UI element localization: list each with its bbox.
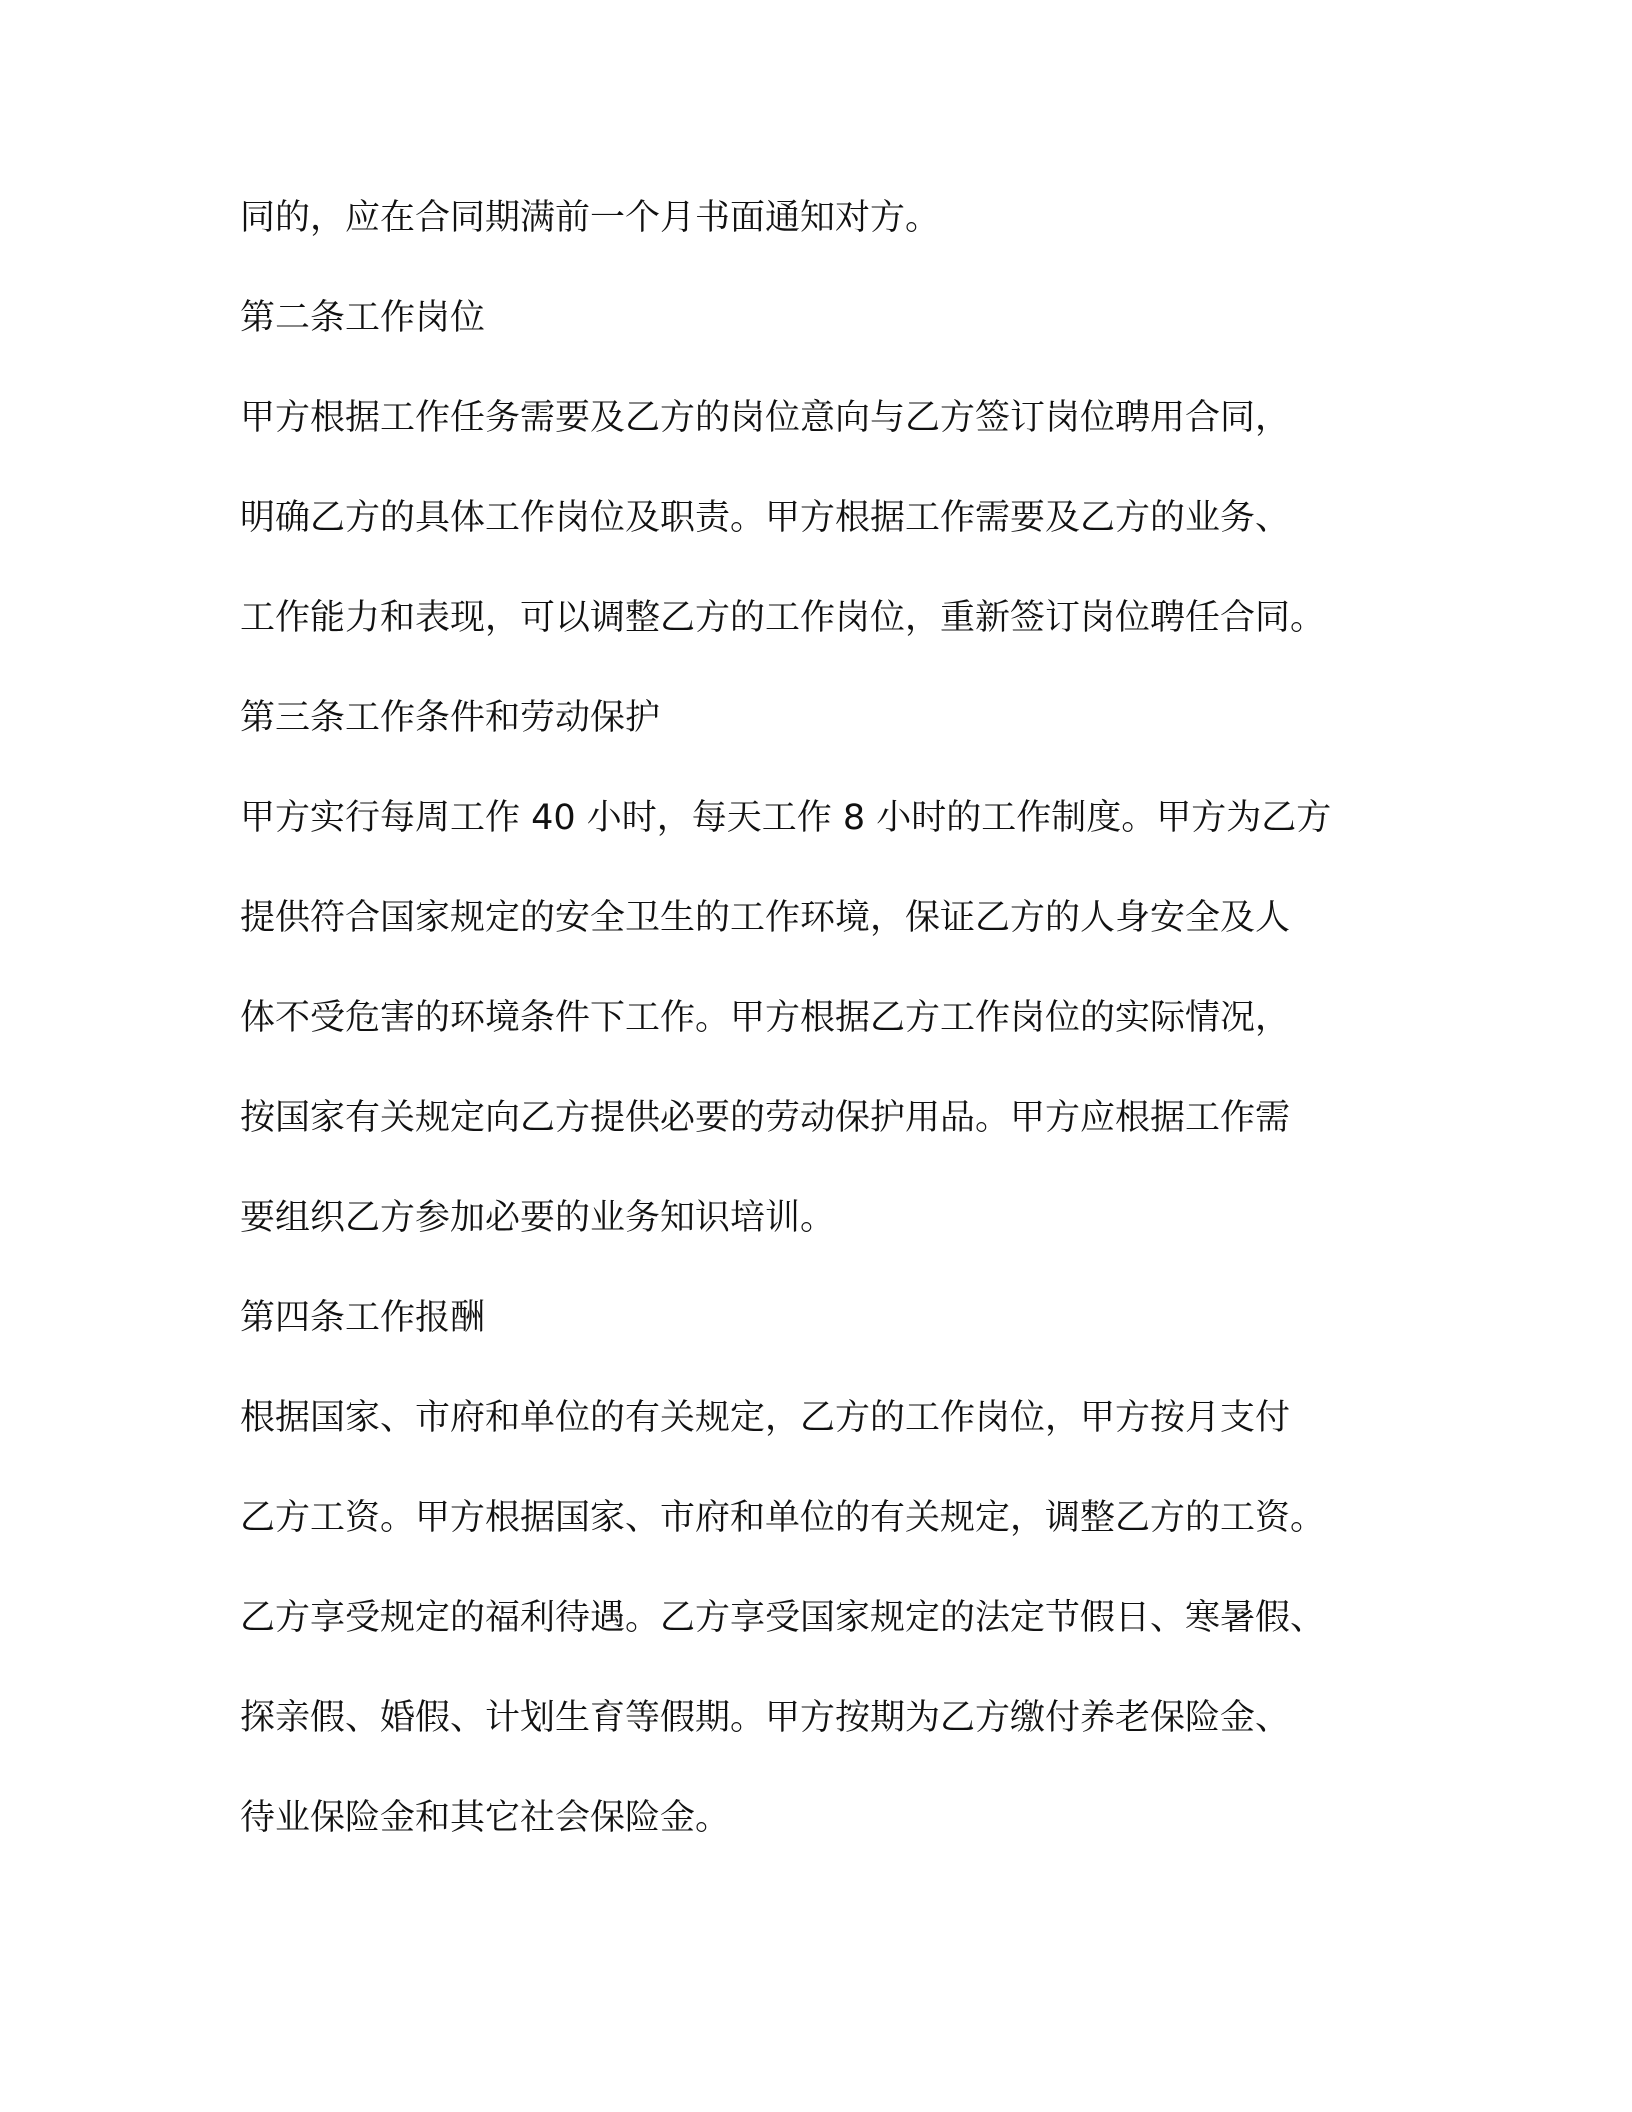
section-heading-article-4: 第四条工作报酬 <box>240 1298 486 1338</box>
text-line: 按国家有关规定向乙方提供必要的劳动保护用品。甲方应根据工作需 <box>240 1098 1291 1138</box>
text-line: 乙方工资。甲方根据国家、市府和单位的有关规定，调整乙方的工资。 <box>240 1498 1326 1538</box>
text-line: 要组织乙方参加必要的业务知识培训。 <box>240 1198 836 1238</box>
text-line: 根据国家、市府和单位的有关规定，乙方的工作岗位，甲方按月支付 <box>240 1398 1291 1438</box>
section-heading-article-2: 第二条工作岗位 <box>240 298 486 338</box>
text-line: 探亲假、婚假、计划生育等假期。甲方按期为乙方缴付养老保险金、 <box>240 1698 1291 1738</box>
text-line: 甲方根据工作任务需要及乙方的岗位意向与乙方签订岗位聘用合同， <box>240 398 1291 438</box>
text-line: 明确乙方的具体工作岗位及职责。甲方根据工作需要及乙方的业务、 <box>240 498 1291 538</box>
text-line: 体不受危害的环境条件下工作。甲方根据乙方工作岗位的实际情况， <box>240 998 1291 1038</box>
text-line: 提供符合国家规定的安全卫生的工作环境，保证乙方的人身安全及人 <box>240 898 1291 938</box>
text-line: 乙方享受规定的福利待遇。乙方享受国家规定的法定节假日、寒暑假、 <box>240 1598 1326 1638</box>
text-line: 工作能力和表现，可以调整乙方的工作岗位，重新签订岗位聘任合同。 <box>240 598 1326 638</box>
text-line: 待业保险金和其它社会保险金。 <box>240 1798 731 1838</box>
text-line-continuation: 同的，应在合同期满前一个月书面通知对方。 <box>240 198 941 238</box>
text-line: 甲方实行每周工作 40 小时，每天工作 8 小时的工作制度。甲方为乙方 <box>240 798 1332 838</box>
section-heading-article-3: 第三条工作条件和劳动保护 <box>240 698 661 738</box>
